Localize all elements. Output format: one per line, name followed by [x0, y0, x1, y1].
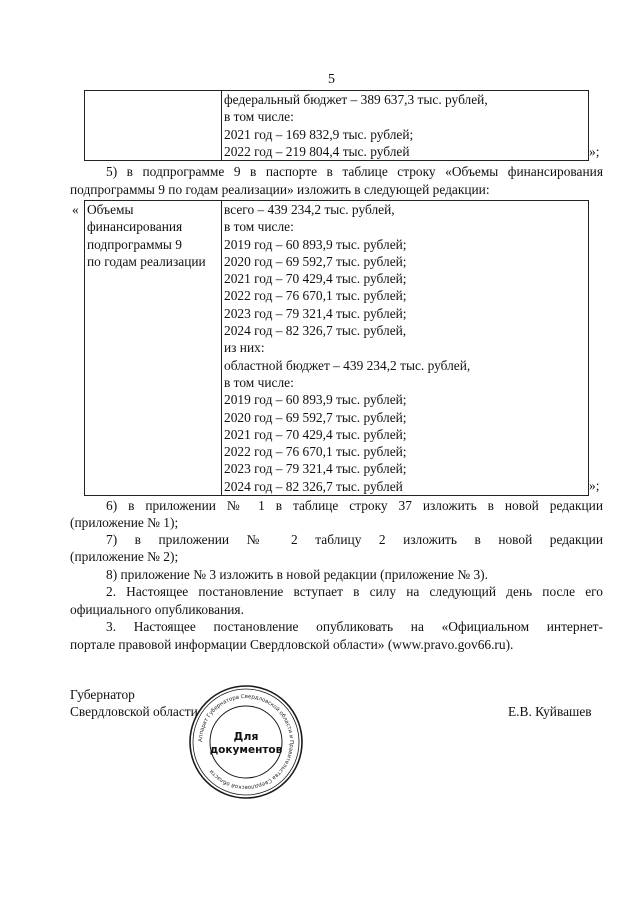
funding-value-line: в том числе:	[224, 374, 294, 390]
funding-value-line: в том числе:	[224, 219, 294, 235]
table1-close-quote: »;	[589, 144, 600, 159]
signature-position-line1: Губернатор	[70, 687, 135, 702]
stamp-center-line1: Для	[233, 730, 259, 743]
funding-value-line: всего – 439 234,2 тыс. рублей,	[224, 202, 395, 217]
point-3-line1: 3. Настоящее постановление опубликовать на «Официальном интернет-	[106, 619, 603, 634]
table2-open-quote: «	[72, 202, 79, 217]
budget-table-continuation	[84, 90, 589, 161]
table1-line: 2022 год – 219 804,4 тыс. рублей	[224, 143, 410, 159]
table1-right-cell	[222, 91, 589, 161]
funding-table	[84, 200, 589, 496]
table1-left-cell	[85, 91, 222, 161]
funding-label-line: по годам реализации	[87, 253, 206, 269]
funding-value-line: 2020 год – 69 592,7 тыс. рублей;	[224, 253, 407, 269]
stamp-center-line2: документов	[209, 744, 283, 756]
funding-value-line: 2022 год – 76 670,1 тыс. рублей;	[224, 288, 407, 304]
table1-line: 2021 год – 169 832,9 тыс. рублей;	[224, 126, 414, 142]
signature-position-line2: Свердловской области	[70, 704, 198, 719]
item-6-line2: (приложение № 1);	[70, 515, 179, 530]
item-7-line1: 7) в приложении № 2 таблицу 2 изложить в новой редакции	[106, 532, 603, 547]
signature-name: Е.В. Куйвашев	[508, 704, 592, 719]
funding-value-line: 2021 год – 70 429,4 тыс. рублей;	[224, 271, 407, 287]
item-5-line2: подпрограммы 9 по годам реализации» изложить в следующей редакции:	[70, 182, 490, 197]
funding-value-line: 2022 год – 76 670,1 тыс. рублей;	[224, 444, 407, 460]
item-6-line1: 6) в приложении № 1 в таблице строку 37 изложить в новой редакции	[106, 498, 603, 513]
funding-value-line: областной бюджет – 439 234,2 тыс. рублей,	[224, 357, 471, 373]
item-7-line2: (приложение № 2);	[70, 549, 179, 564]
funding-value-line: 2023 год – 79 321,4 тыс. рублей;	[224, 461, 407, 477]
funding-value-line: 2021 год – 70 429,4 тыс. рублей;	[224, 426, 407, 442]
point-3-line2: портале правовой информации Свердловской области» (www.pravo.gov66.ru).	[70, 637, 514, 652]
page-number: 5	[328, 72, 335, 87]
document-stamp	[188, 684, 304, 800]
table1-line: федеральный бюджет – 389 637,3 тыс. рублей,	[224, 92, 488, 107]
funding-value-line: из них:	[224, 340, 265, 356]
table2-close-quote: »;	[589, 478, 600, 493]
funding-value-line: 2024 год – 82 326,7 тыс. рублей	[224, 478, 403, 494]
funding-value-line: 2019 год – 60 893,9 тыс. рублей;	[224, 392, 407, 408]
funding-label-cell	[85, 201, 222, 496]
item-5-line1: 5) в подпрограмме 9 в паспорте в таблице строку «Объемы финансирования	[106, 164, 603, 179]
item-8: 8) приложение № 3 изложить в новой редакции (приложение № 3).	[106, 567, 488, 582]
funding-value-line: 2019 год – 60 893,9 тыс. рублей;	[224, 236, 407, 252]
funding-label-line: подпрограммы 9	[87, 236, 182, 252]
stamp-ring-text: Аппарат Губернатора Свердловской области и Правительства Свердловской области	[197, 693, 295, 791]
funding-values-cell	[222, 201, 589, 496]
point-2-line1: 2. Настоящее постановление вступает в силу на следующий день после его	[106, 584, 603, 599]
point-2-line2: официального опубликования.	[70, 602, 244, 617]
funding-label-line: финансирования	[87, 219, 183, 235]
funding-value-line: 2023 год – 79 321,4 тыс. рублей;	[224, 305, 407, 321]
funding-value-line: 2024 год – 82 326,7 тыс. рублей,	[224, 323, 407, 339]
funding-label-line: Объемы	[87, 202, 134, 217]
table1-line: в том числе:	[224, 109, 294, 125]
funding-value-line: 2020 год – 69 592,7 тыс. рублей;	[224, 409, 407, 425]
